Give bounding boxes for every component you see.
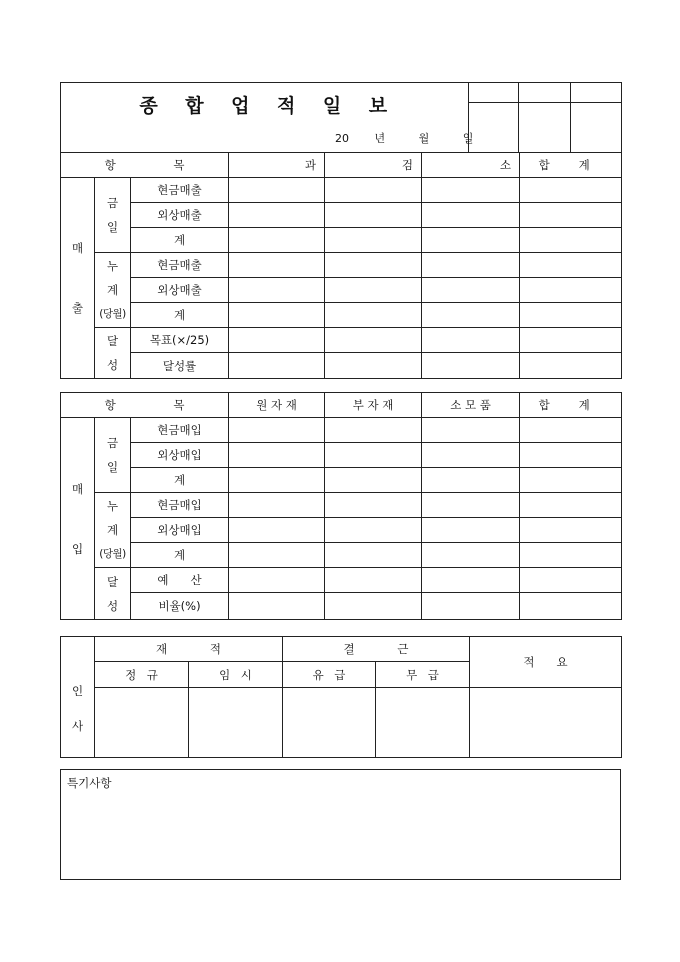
purchase-row-label: 계 [131,468,229,493]
purchase-cell[interactable] [422,593,520,620]
sales-cell[interactable] [325,178,422,203]
sales-achievement-label [95,328,131,379]
purchase-cell[interactable] [520,568,622,593]
personnel-paid-header [283,662,376,688]
approval-sign-1[interactable] [469,103,519,153]
sales-cell[interactable] [422,328,520,353]
personnel-temporary-label: 임 시 [219,667,252,682]
sales-cell[interactable] [325,353,422,379]
purchase-cell[interactable] [520,418,622,443]
purchase-cell[interactable] [422,418,520,443]
sales-cell[interactable] [325,278,422,303]
sales-cell[interactable] [520,278,622,303]
purchase-cell[interactable] [520,593,622,620]
purchase-cell[interactable] [325,493,422,518]
sales-total-label: 합 계 [538,158,603,172]
purchase-cell[interactable] [422,468,520,493]
purchase-daily-char-1: 금 [106,436,119,450]
purchase-cum-char-2: 계 [106,523,119,537]
sales-cell[interactable] [520,353,622,379]
purchase-row-label: 현금매입 [131,493,229,518]
purchase-group-char-1: 매 [71,481,84,496]
sales-group-char-1: 매 [71,241,84,255]
sales-cell[interactable] [422,353,520,379]
purchase-cell[interactable] [325,443,422,468]
sales-cell[interactable] [229,253,325,278]
date-century: 20 [335,132,349,145]
purchase-cell[interactable] [325,543,422,568]
sales-row-label: 계 [131,228,229,253]
purchase-cell[interactable] [520,493,622,518]
purchase-header-total [520,393,622,418]
purchase-cell[interactable] [229,568,325,593]
report-title: 종 합 업 적 일 보 [139,95,398,117]
sales-daily-char-1: 금 [106,196,119,210]
purchase-cell[interactable] [325,518,422,543]
approval-sign-3[interactable] [571,103,622,153]
sales-cell[interactable] [229,178,325,203]
purchase-group-char-2: 입 [71,541,84,556]
special-notes-label: 특기사항 [67,776,112,790]
sales-cell[interactable] [422,228,520,253]
purchase-cell[interactable] [229,518,325,543]
purchase-cell[interactable] [229,543,325,568]
purchase-row-label: 예 산 [131,568,229,593]
approval-title-3[interactable] [571,83,622,103]
personnel-unpaid-label: 무 급 [406,667,439,682]
purchase-cum-char-1: 누 [106,499,119,513]
purchase-table [60,392,622,620]
personnel-remarks-header [470,637,622,688]
sales-cumulative-label [95,253,131,328]
sales-cell[interactable] [229,328,325,353]
personnel-table [60,636,622,758]
sales-cell[interactable] [325,253,422,278]
purchase-cell[interactable] [229,593,325,620]
purchase-header-item-b: 목 [173,398,185,412]
purchase-cell[interactable] [229,443,325,468]
purchase-col2-label: 부 자 재 [352,398,394,412]
purchase-cell[interactable] [229,468,325,493]
sales-col2-label: 검 [401,158,414,172]
approval-title-2[interactable] [519,83,571,103]
purchase-cell[interactable] [325,568,422,593]
purchase-cell[interactable] [520,543,622,568]
purchase-cell[interactable] [325,418,422,443]
sales-header-col1 [229,153,325,178]
sales-cell[interactable] [422,303,520,328]
sales-cell[interactable] [520,328,622,353]
sales-cell[interactable] [229,203,325,228]
personnel-present-label: 재 적 [156,642,221,656]
personnel-absent-header [283,637,470,662]
purchase-group-label [61,418,95,620]
purchase-row-label: 비율(%) [131,593,229,620]
purchase-cell[interactable] [422,443,520,468]
sales-cell[interactable] [229,303,325,328]
report-date [335,130,473,146]
sales-col1-label: 과 [304,158,317,172]
sales-row-label: 현금매출 [131,178,229,203]
personnel-regular-label: 정 규 [125,667,158,682]
sales-cell[interactable] [520,228,622,253]
purchase-cell[interactable] [229,493,325,518]
purchase-cell[interactable] [422,543,520,568]
purchase-daily-label [95,418,131,493]
purchase-achievement-label [95,568,131,620]
personnel-remarks-label: 적 요 [523,655,568,669]
sales-row-label: 목표(×/25) [131,328,229,353]
purchase-cell[interactable] [422,518,520,543]
date-day-label: 일 [462,132,474,145]
sales-cum-char-1: 누 [106,259,119,273]
purchase-cell[interactable] [520,518,622,543]
purchase-ach-char-2: 성 [106,598,119,613]
sales-row-label: 외상매출 [131,203,229,228]
sales-header-total [520,153,622,178]
sales-cell[interactable] [422,178,520,203]
sales-cell[interactable] [325,303,422,328]
purchase-row-label: 외상매입 [131,443,229,468]
personnel-remarks-cell[interactable] [470,688,622,758]
personnel-char-1: 인 [71,684,84,698]
sales-ach-char-2: 성 [106,358,119,372]
purchase-header-item-a: 항 [104,398,116,412]
sales-cum-char-2: 계 [106,283,119,297]
purchase-col3-label: 소 모 품 [450,398,491,412]
purchase-cum-char-3: (당월) [99,548,126,560]
purchase-cumulative-label [95,493,131,568]
sales-cell[interactable] [520,303,622,328]
sales-header-item-b: 목 [173,158,185,172]
personnel-temporary-header [189,662,283,688]
purchase-cell[interactable] [229,418,325,443]
purchase-cell[interactable] [520,468,622,493]
purchase-cell[interactable] [422,568,520,593]
sales-cell[interactable] [422,253,520,278]
sales-cell[interactable] [325,203,422,228]
purchase-row-label: 계 [131,543,229,568]
sales-cell[interactable] [520,253,622,278]
sales-daily-label [95,178,131,253]
personnel-unpaid-header [376,662,470,688]
personnel-regular-header [95,662,189,688]
personnel-regular-cell[interactable] [95,688,189,758]
sales-header-item [61,153,229,178]
personnel-present-header [95,637,283,662]
sales-cell[interactable] [422,203,520,228]
purchase-cell[interactable] [422,493,520,518]
sales-row-label: 외상매출 [131,278,229,303]
special-notes-box[interactable] [60,769,621,880]
sales-cell[interactable] [325,328,422,353]
sales-header-col2 [325,153,422,178]
sales-daily-char-2: 일 [106,220,119,234]
sales-header-item-a: 항 [104,158,116,172]
purchase-cell[interactable] [325,468,422,493]
sales-group-label [61,178,95,379]
personnel-paid-cell[interactable] [283,688,376,758]
personnel-paid-label: 유 급 [312,667,346,682]
purchase-col1-label: 원 자 재 [256,398,297,412]
purchase-cell[interactable] [520,443,622,468]
sales-row-label: 현금매출 [131,253,229,278]
sales-cell[interactable] [520,203,622,228]
sales-cell[interactable] [422,278,520,303]
approval-title-1[interactable] [469,83,519,103]
sales-table [60,152,622,379]
personnel-char-2: 사 [71,719,84,733]
sales-cell[interactable] [325,228,422,253]
sales-cell[interactable] [229,353,325,379]
sales-group-char-2: 출 [71,301,84,315]
sales-col3-label: 소 [499,158,512,172]
purchase-daily-char-2: 일 [106,460,119,474]
purchase-header-item [61,393,229,418]
sales-header-col3 [422,153,520,178]
date-month-label: 월 [418,132,430,145]
sales-cell[interactable] [229,278,325,303]
sales-cum-char-3: (당월) [99,308,126,320]
sales-row-label: 달성률 [131,353,229,379]
personnel-label [61,637,95,758]
title-cell [61,83,474,153]
sales-row-label: 계 [131,303,229,328]
personnel-unpaid-cell[interactable] [376,688,470,758]
sales-ach-char-1: 달 [106,334,119,348]
purchase-row-label: 외상매입 [131,518,229,543]
personnel-temporary-cell[interactable] [189,688,283,758]
purchase-cell[interactable] [325,593,422,620]
sales-cell[interactable] [229,228,325,253]
purchase-header-col1 [229,393,325,418]
purchase-ach-char-1: 달 [106,574,119,589]
approval-sign-2[interactable] [519,103,571,153]
personnel-absent-label: 결 근 [343,642,409,656]
report-header [60,82,622,153]
purchase-total-label: 합 계 [538,398,603,412]
date-year-label: 년 [374,132,386,145]
purchase-header-col3 [422,393,520,418]
purchase-header-col2 [325,393,422,418]
purchase-row-label: 현금매입 [131,418,229,443]
sales-cell[interactable] [520,178,622,203]
